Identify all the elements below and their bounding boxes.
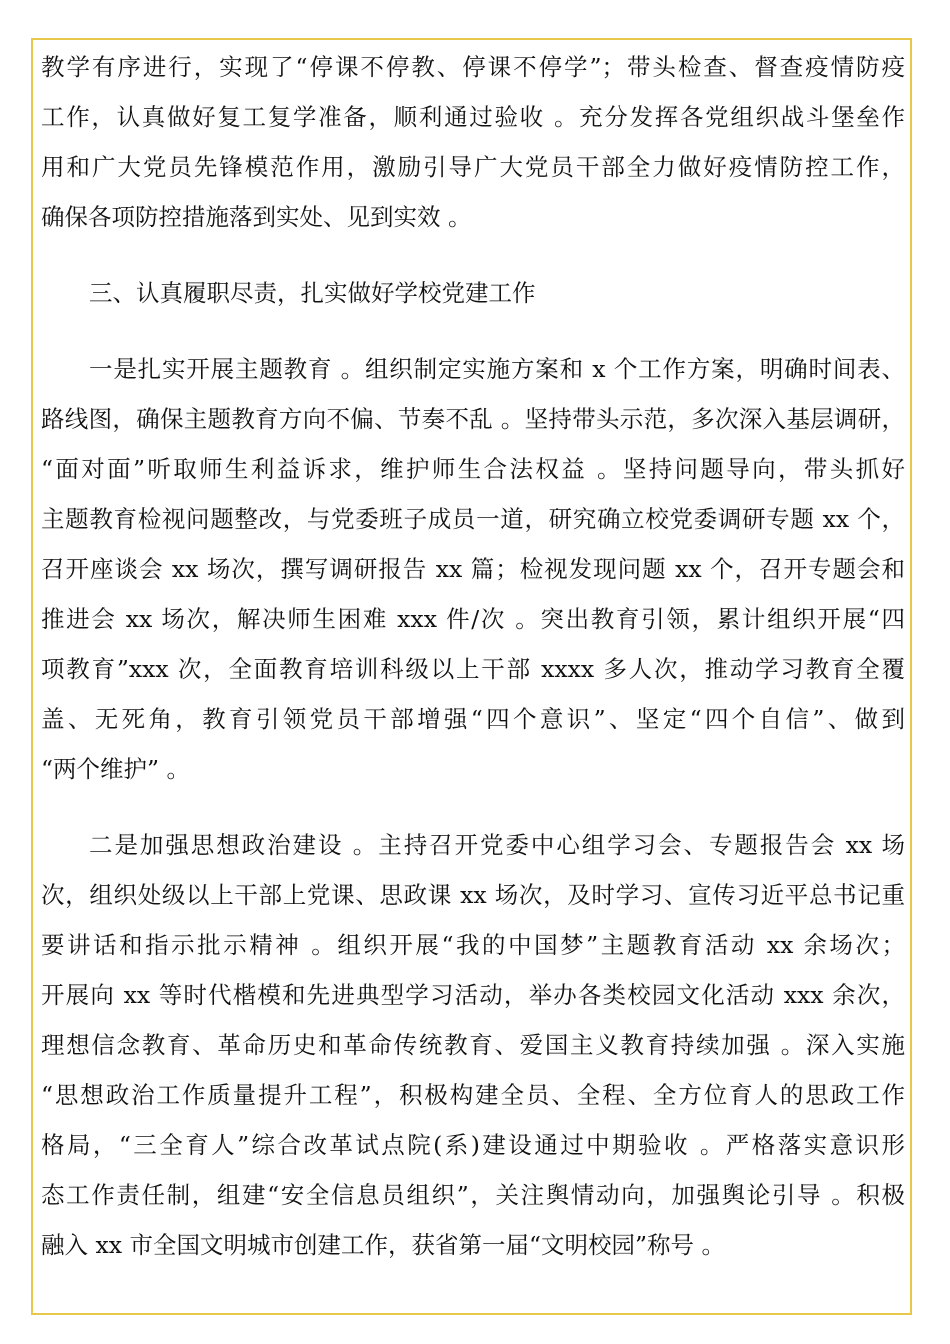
document-body — [41, 42, 905, 1270]
text-line: 要讲话和指示批示精神 。组织开展“我的中国梦”主题教育活动 xx 余场次； — [41, 931, 905, 959]
text-line: 路线图，确保主题教育方向不偏、节奏不乱 。坚持带头示范，多次深入基层调研， — [41, 405, 905, 433]
text-line: 用和广大党员先锋模范作用，激励引导广大党员干部全力做好疫情防控工作， — [41, 153, 905, 181]
text-line: 一是扎实开展主题教育 。组织制定实施方案和 x 个工作方案，明确时间表、 — [89, 355, 905, 383]
text-line: 工作，认真做好复工复学准备，顺利通过验收 。充分发挥各党组织战斗堡垒作 — [41, 103, 905, 131]
text-line: 项教育”xxx 次，全面教育培训科级以上干部 xxxx 多人次，推动学习教育全覆 — [41, 655, 905, 683]
text-line: 教学有序进行，实现了“停课不停教、停课不停学”；带头检查、督查疫情防疫 — [41, 53, 905, 81]
text-line: 融入 xx 市全国文明城市创建工作，获省第一届“文明校园”称号 。 — [41, 1231, 725, 1259]
text-line: “思想政治工作质量提升工程”，积极构建全员、全程、全方位育人的思政工作 — [41, 1081, 905, 1109]
section-heading-text: 三、认真履职尽责，扎实做好学校党建工作 — [89, 279, 536, 307]
paragraph-2 — [41, 344, 905, 794]
text-line: 次，组织处级以上干部上党课、思政课 xx 场次，及时学习、宣传习近平总书记重 — [41, 881, 905, 909]
paragraph-3 — [41, 820, 905, 1270]
text-line: 召开座谈会 xx 场次，撰写调研报告 xx 篇；检视发现问题 xx 个，召开专题会和 — [41, 555, 905, 583]
section-heading-3 — [41, 268, 905, 318]
text-line: 态工作责任制，组建“安全信息员组织”，关注舆情动向，加强舆论引导 。积极 — [41, 1181, 905, 1209]
text-line: 开展向 xx 等时代楷模和先进典型学习活动，举办各类校园文化活动 xxx 余次， — [41, 981, 905, 1009]
text-line: 盖、无死角，教育引领党员干部增强“四个意识”、坚定“四个自信”、做到 — [41, 705, 905, 733]
text-line: 确保各项防控措施落到实处、见到实效 。 — [41, 203, 472, 231]
text-line: 推进会 xx 场次，解决师生困难 xxx 件/次 。突出教育引领，累计组织开展“四 — [41, 605, 905, 633]
text-line: 理想信念教育、革命历史和革命传统教育、爱国主义教育持续加强 。深入实施 — [41, 1031, 905, 1059]
text-line: 主题教育检视问题整改，与党委班子成员一道，研究确立校党委调研专题 xx 个， — [41, 505, 905, 533]
paragraph-1 — [41, 42, 905, 242]
text-line: 格局，“三全育人”综合改革试点院(系)建设通过中期验收 。严格落实意识形 — [41, 1131, 905, 1159]
text-line: 二是加强思想政治建设 。主持召开党委中心组学习会、专题报告会 xx 场 — [89, 831, 905, 859]
text-line: “两个维护” 。 — [41, 755, 190, 783]
text-line: “面对面”听取师生利益诉求，维护师生合法权益 。坚持问题导向，带头抓好 — [41, 455, 905, 483]
